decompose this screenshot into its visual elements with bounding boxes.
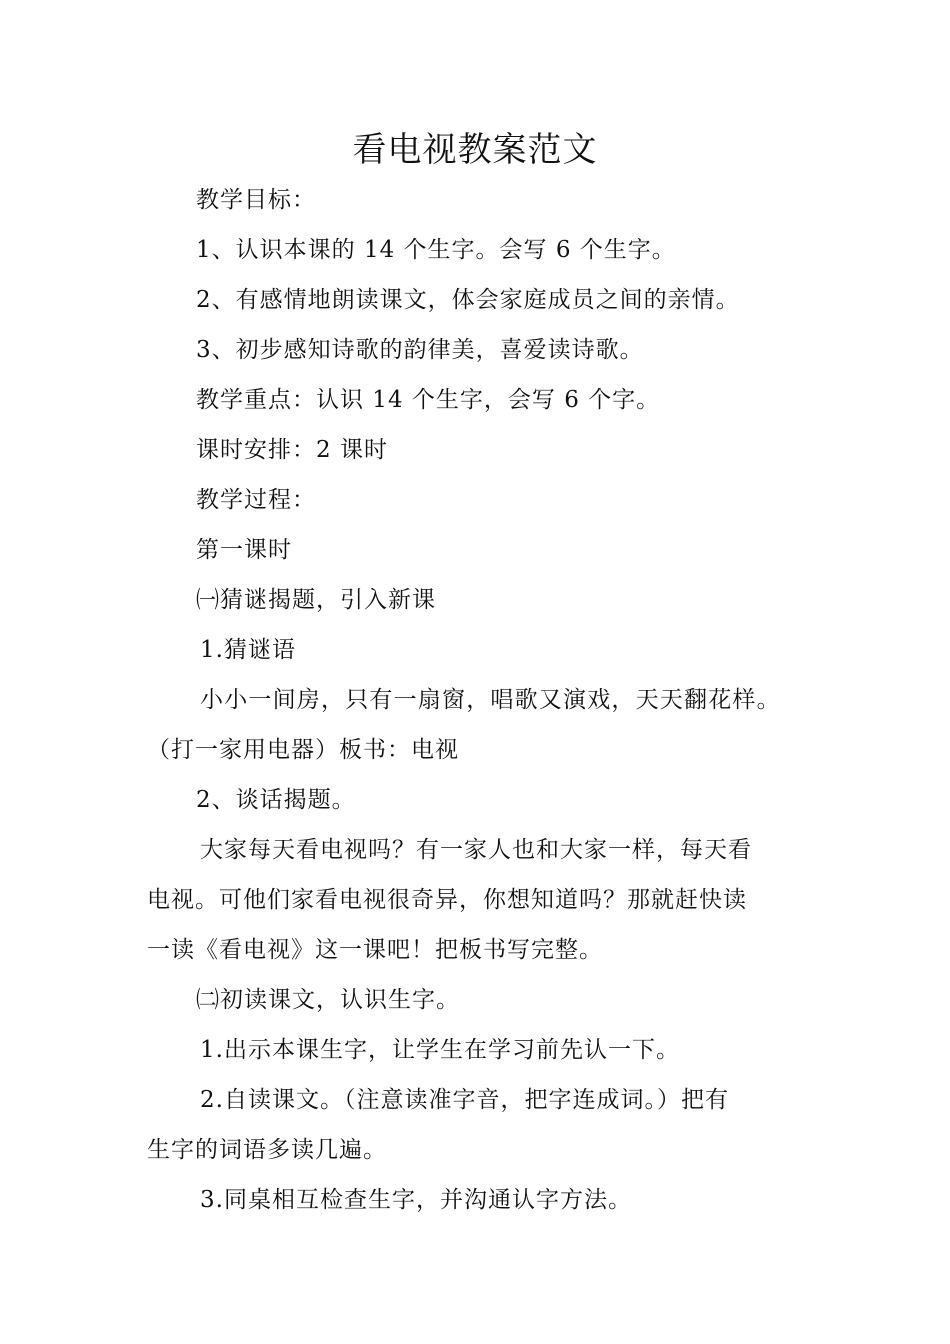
lesson-heading-first: 第一课时 — [196, 537, 292, 563]
objective-item-3: 3、初步感知诗歌的韵律美，喜爱读诗歌。 — [196, 337, 644, 363]
step-heading-2: ㈡初读课文，认识生字。 — [196, 987, 460, 1013]
paragraph-line: 电视。可他们家看电视很奇异，你想知道吗？那就赶快读 — [147, 887, 747, 913]
riddle-text: 小小一间房，只有一扇窗，唱歌又演戏，天天翻花样。 — [200, 687, 781, 713]
riddle-answer-line: （打一家用电器）板书：电视 — [147, 737, 459, 763]
schedule-line: 课时安排：2 课时 — [196, 437, 388, 463]
substep-self-read: 2.自读课文。（注意读准字音，把字连成词。）把有 — [200, 1087, 729, 1113]
document-title: 看电视教案范文 — [352, 130, 598, 170]
step-heading-1: ㈠猜谜揭题，引入新课 — [196, 587, 436, 613]
paragraph-line: 一读《看电视》这一课吧！把板书写完整。 — [147, 937, 603, 963]
substep-talk: 2、谈话揭题。 — [196, 787, 356, 813]
section-heading-objectives: 教学目标： — [196, 187, 316, 213]
key-points-line: 教学重点：认识 14 个生字，会写 6 个字。 — [196, 387, 661, 413]
objective-item-1: 1、认识本课的 14 个生字。会写 6 个生字。 — [196, 237, 676, 263]
objective-item-2: 2、有感情地朗读课文，体会家庭成员之间的亲情。 — [196, 287, 740, 313]
substep-riddle: 1.猜谜语 — [200, 637, 296, 663]
paragraph-line: 生字的词语多读几遍。 — [147, 1137, 387, 1163]
substep-peer-check: 3.同桌相互检查生字，并沟通认字方法。 — [200, 1187, 632, 1213]
substep-show-characters: 1.出示本课生字，让学生在学习前先认一下。 — [200, 1037, 680, 1063]
section-heading-process: 教学过程： — [196, 487, 316, 513]
paragraph-line: 大家每天看电视吗？有一家人也和大家一样，每天看 — [200, 837, 752, 863]
